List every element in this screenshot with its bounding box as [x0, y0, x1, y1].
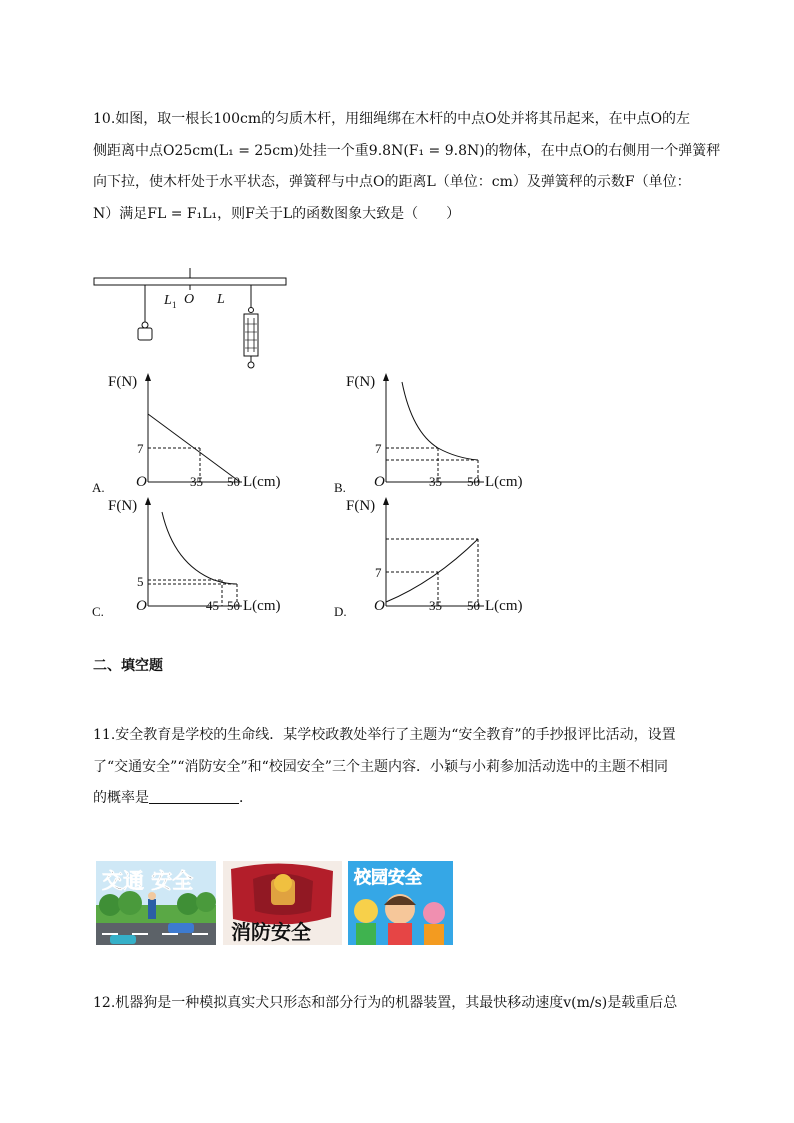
- x-tick-label: 50: [227, 598, 240, 613]
- question-12: [93, 988, 713, 1020]
- weight-object: [138, 328, 152, 340]
- x-axis-label: L(cm): [485, 474, 523, 490]
- option-b-graph: [334, 370, 544, 496]
- question-text-line: [93, 783, 713, 815]
- x-tick-label: 35: [429, 474, 442, 489]
- traffic-safety-picture: [96, 861, 216, 945]
- x-tick-label: 35: [190, 474, 203, 489]
- x-tick-label: 45: [206, 598, 219, 613]
- section-title: 二、填空题: [93, 658, 163, 674]
- y-axis-label: F(N): [346, 374, 376, 390]
- origin-label: O: [136, 474, 147, 490]
- question-text: 的概率是: [93, 790, 149, 806]
- option-letter: A.: [92, 480, 105, 495]
- question-text-line: 向下拉，使木杆处于水平状态，弹簧秤与中点O的距离L（单位：cm）及弹簧秤的示数F（单位：: [93, 174, 691, 190]
- origin-label: O: [374, 474, 385, 490]
- question-text: ．: [239, 790, 253, 806]
- option-c-graph: [92, 494, 302, 620]
- y-tick-label: 7: [375, 565, 382, 580]
- graph-curve: [162, 512, 237, 584]
- svg-text:校园安全: 校园安全: [354, 868, 422, 888]
- label-o: O: [184, 292, 195, 307]
- spring-scale: [244, 314, 258, 356]
- label-l1-sub: 1: [172, 300, 177, 310]
- y-axis-label: F(N): [346, 498, 376, 514]
- origin-label: O: [374, 598, 385, 614]
- svg-text:消防安全: 消防安全: [231, 920, 311, 944]
- option-letter: B.: [334, 480, 346, 495]
- question-11: [93, 720, 713, 815]
- x-tick-label: 50: [227, 474, 240, 489]
- campus-safety-picture: [348, 861, 453, 945]
- x-tick-label: 50: [467, 474, 480, 489]
- question-10: [93, 104, 721, 230]
- svg-text:交通 安全: 交通 安全: [102, 869, 194, 893]
- option-d-graph: [334, 494, 544, 620]
- option-letter: D.: [334, 604, 347, 619]
- fire-safety-picture: [223, 861, 342, 945]
- question-text-line: 11.安全教育是学校的生命线．某学校政教处举行了主题为“安全教育”的手抄报评比活动，设置: [93, 727, 676, 743]
- question-text-line: 10.如图，取一根长100cm的匀质木杆，用细绳绑在木杆的中点O处并将其吊起来，在中点O的左: [93, 111, 691, 127]
- graph-curve: [386, 539, 478, 602]
- option-letter: C.: [92, 604, 104, 619]
- wooden-rod: [94, 278, 286, 285]
- y-tick-label: 7: [375, 441, 382, 456]
- question-text-line: N）满足FL = F₁L₁，则F关于L的函数图象大致是（ ）: [93, 205, 461, 222]
- question-text-line: 了“交通安全”“消防安全”和“校园安全”三个主题内容．小颖与小莉参加活动选中的主题不相同: [93, 758, 668, 775]
- question-text-line: 侧距离中点O25cm(L₁ = 25cm)处挂一个重9.8N(F₁ = 9.8N)的物体，在中点O的右侧用一个弹簧秤: [93, 142, 721, 159]
- label-l: L: [217, 292, 225, 307]
- question-text-line: 12.机器狗是一种模拟真实犬只形态和部分行为的机器装置，其最快移动速度v(m/s)是载重后总: [93, 995, 678, 1011]
- y-axis-label: F(N): [108, 374, 138, 390]
- x-axis-label: L(cm): [243, 474, 281, 490]
- lever-figure: [88, 264, 298, 374]
- y-axis-label: F(N): [108, 498, 138, 514]
- x-tick-label: 35: [429, 598, 442, 613]
- y-tick-label: 5: [137, 574, 144, 589]
- x-tick-label: 50: [467, 598, 480, 613]
- label-l1: L: [164, 293, 172, 308]
- x-axis-label: L(cm): [243, 598, 281, 614]
- origin-label: O: [136, 598, 147, 614]
- option-a-graph: [92, 370, 302, 496]
- y-tick-label: 7: [137, 441, 144, 456]
- answer-blank: [149, 787, 239, 804]
- x-axis-label: L(cm): [485, 598, 523, 614]
